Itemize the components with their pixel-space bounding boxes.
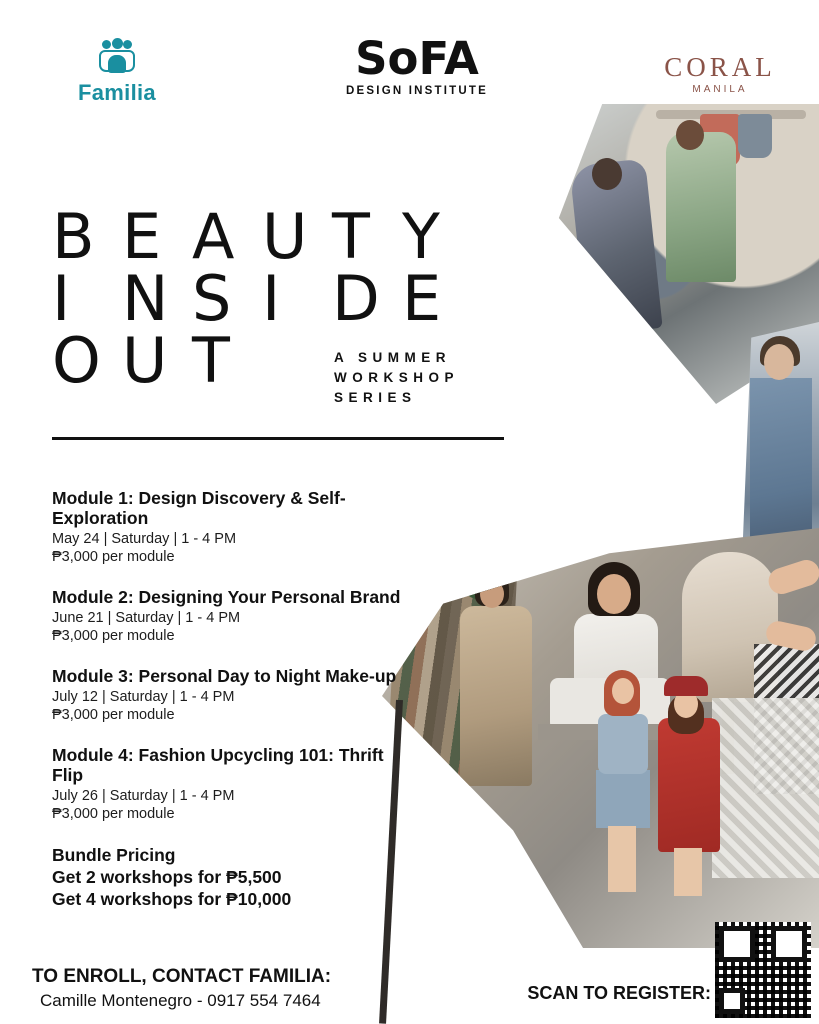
module-title: Module 4: Fashion Upcycling 101: Thrift Flip xyxy=(52,745,384,785)
title-letter: O xyxy=(52,324,101,397)
title-line-1 xyxy=(52,200,472,273)
module-schedule: May 24 | Saturday | 1 - 4 PM xyxy=(52,531,237,547)
title-letter: U xyxy=(262,200,308,273)
module-title: Module 2: Designing Your Personal Brand xyxy=(52,587,401,607)
title-letter: S xyxy=(192,262,232,335)
familia-logo xyxy=(62,38,172,106)
bundle-pricing xyxy=(52,844,412,910)
title-letter: E xyxy=(122,200,162,273)
scan-label: SCAN TO REGISTER: xyxy=(527,983,711,1003)
title-letter: I xyxy=(52,262,71,335)
module-price: ₱3,000 per module xyxy=(52,549,175,565)
coral-logo-subtitle: MANILA xyxy=(692,84,748,95)
module-title: Module 3: Personal Day to Night Make-up xyxy=(52,666,397,686)
title-letter: Y xyxy=(402,200,440,273)
bundle-offer-1: Get 2 workshops for ₱5,500 xyxy=(52,867,282,887)
module-schedule: July 26 | Saturday | 1 - 4 PM xyxy=(52,788,235,804)
coral-logo-text: CORAL xyxy=(664,52,776,82)
module-list xyxy=(52,488,412,910)
title-letter: N xyxy=(122,262,169,335)
title-kicker-line-1: A SUMMER xyxy=(334,350,451,365)
module-schedule: June 21 | Saturday | 1 - 4 PM xyxy=(52,610,241,626)
title-letter: D xyxy=(332,262,380,335)
sofa-logo-subtitle: DESIGN INSTITUTE xyxy=(346,85,488,97)
module-price: ₱3,000 per module xyxy=(52,806,175,822)
sofa-logo xyxy=(332,32,502,97)
title-letter: T xyxy=(332,200,370,273)
bundle-heading: Bundle Pricing xyxy=(52,845,176,865)
module-item xyxy=(52,587,412,645)
enroll-block xyxy=(32,965,331,1012)
title-kicker xyxy=(334,348,459,408)
module-item xyxy=(52,488,412,566)
title-line-2 xyxy=(52,262,472,335)
bundle-offer-2: Get 4 workshops for ₱10,000 xyxy=(52,889,292,909)
familia-logo-text: Familia xyxy=(78,80,156,105)
title-letter: A xyxy=(192,200,235,273)
family-group-icon xyxy=(94,38,140,78)
module-item xyxy=(52,666,412,724)
logo-row xyxy=(0,0,819,118)
title-letter: T xyxy=(192,324,230,397)
title-kicker-line-3: SERIES xyxy=(334,390,417,405)
photo-workshop-collage xyxy=(382,528,819,948)
sofa-logo-text: SoFA xyxy=(355,32,479,85)
module-title: Module 1: Design Discovery & Self-Exploration xyxy=(52,488,346,528)
enroll-heading: TO ENROLL, CONTACT FAMILIA: xyxy=(32,966,332,987)
title-letter: E xyxy=(402,262,442,335)
qr-code[interactable] xyxy=(715,922,811,1018)
module-schedule: July 12 | Saturday | 1 - 4 PM xyxy=(52,689,235,705)
coral-logo xyxy=(650,52,790,95)
module-price: ₱3,000 per module xyxy=(52,628,175,644)
title-letter: U xyxy=(122,324,168,397)
divider-rule xyxy=(52,437,504,440)
title-letter: B xyxy=(52,200,95,273)
module-item xyxy=(52,745,412,823)
enroll-contact: Camille Montenegro - 0917 554 7464 xyxy=(40,991,321,1010)
title-kicker-line-2: WORKSHOP xyxy=(334,370,459,385)
title-letter: I xyxy=(262,262,281,335)
module-price: ₱3,000 per module xyxy=(52,707,175,723)
page-title xyxy=(52,200,472,405)
